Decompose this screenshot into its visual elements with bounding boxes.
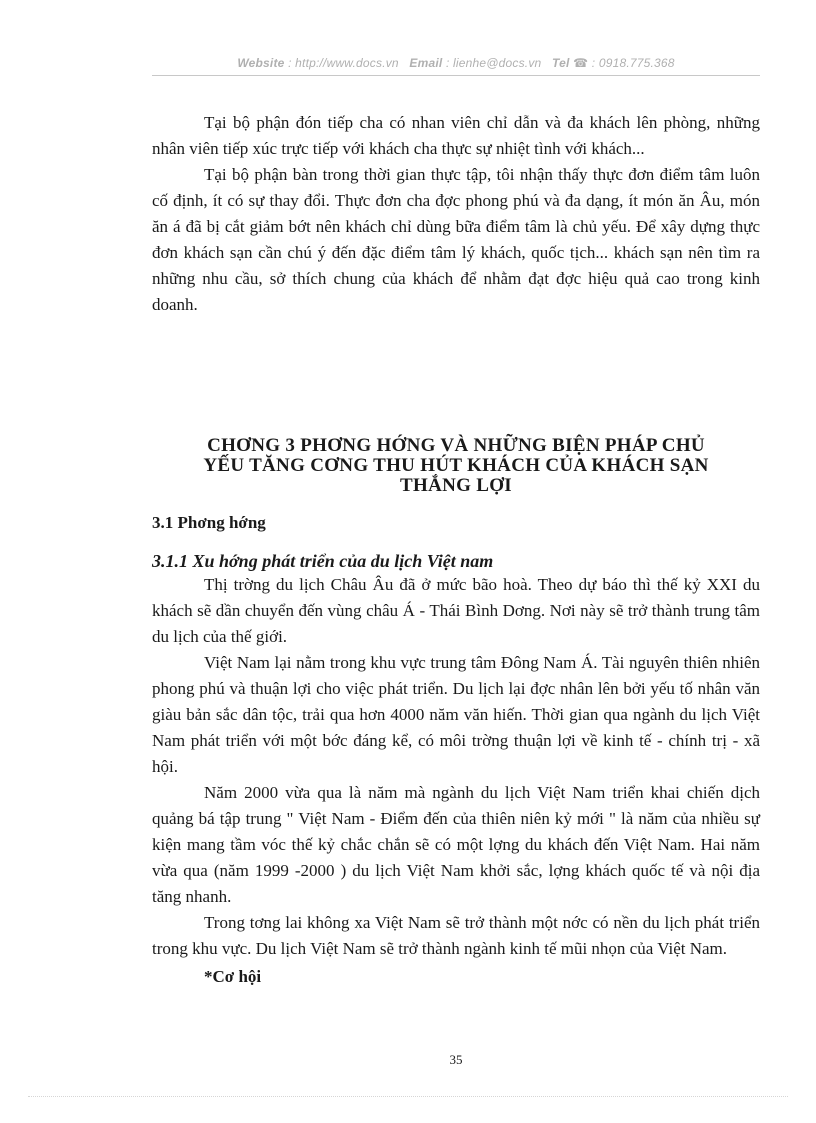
blank-space [152,318,760,436]
section-heading: 3.1 Phơng hớng [152,513,266,532]
website-label: Website [237,56,285,70]
chapter-title-line: YẾU TĂNG CƠNG THU HÚT KHÁCH CỦA KHÁCH SẠN [203,455,709,476]
opportunity-heading: *Cơ hội [204,967,262,986]
chapter-title-line: THẮNG LỢI [400,475,512,496]
paragraph: Việt Nam lại nằm trong khu vực trung tâm Đông Nam Á. Tài nguyên thiên nhiên phong phú và thuận lợi cho việc phát triển. Du lịch lại đợc nhân lên bởi yếu tố nhân văn giàu bản sắc dân tộc, trải qua hơn 4000 năm văn hiến. Thời gian qua ngành du lịch Việt Nam phát triển với một bớc đáng kể, có môi trờng thuận lợi về kinh tế - chính trị - xã hội. [152,653,760,776]
paragraph: Thị trờng du lịch Châu Âu đã ở mức bão hoà. Theo dự báo thì thế kỷ XXI du khách sẽ dần chuyển đến vùng châu Á - Thái Bình Dơng. Nơi này sẽ trở thành trung tâm du lịch của thế giới. [152,575,760,646]
document-body [152,110,760,990]
tel-value: : 0918.775.368 [591,56,675,70]
paragraph: Trong tơng lai không xa Việt Nam sẽ trở thành một nớc có nền du lịch phát triển trong khu vực. Du lịch Việt Nam sẽ trở thành ngành kinh tế mũi nhọn của Việt Nam. [152,913,760,958]
paragraph: Tại bộ phận bàn trong thời gian thực tập, tôi nhận thấy thực đơn điểm tâm luôn cố định, ít có sự thay đổi. Thực đơn cha đợc phong phú và đa dạng, ít món ăn Âu, món ăn á đã bị cắt giảm bớt nên khách chỉ dùng bữa điểm tâm là chủ yếu. Để xây dựng thực đơn khách sạn cần chú ý đến đặc điểm tâm lý khách, quốc tịch... khách sạn nên tìm ra những nhu cầu, sở thích chung của khách để nhằm đạt đợc hiệu quả cao trong kinh doanh. [152,165,760,314]
header-divider [152,75,760,76]
page-number: 35 [449,1052,463,1067]
footer-divider [28,1096,788,1097]
page-header [152,56,760,70]
email-label: Email [409,56,443,70]
chapter-title [152,436,760,496]
paragraph: Năm 2000 vừa qua là năm mà ngành du lịch Việt Nam triển khai chiến dịch quảng bá tập trung " Việt Nam - Điểm đến của thiên niên kỷ mới " là năm của nhiều sự kiện mang tầm vóc thế kỷ chắc chắn sẽ có một lợng du khách đến Việt Nam. Hai năm vừa qua (năm 1999 -2000 ) du lịch Việt Nam khởi sắc, lợng khách quốc tế và nội địa tăng nhanh. [152,783,760,906]
paragraph: Tại bộ phận đón tiếp cha có nhan viên chỉ dẫn và đa khách lên phòng, những nhân viên tiếp xúc trực tiếp với khách cha thực sự nhiệt tình với khách... [152,113,760,158]
email-value: : lienhe@docs.vn [445,56,542,70]
subsection-heading: 3.1.1 Xu hớng phát triển của du lịch Việt nam [152,551,494,571]
tel-label: Tel [552,56,570,70]
website-value: : http://www.docs.vn [288,56,399,70]
chapter-title-line: CHƠNG 3 PHƠNG HỚNG VÀ NHỮNG BIỆN PHÁP CHỦ [207,435,705,456]
phone-icon: ☎ [573,56,589,70]
